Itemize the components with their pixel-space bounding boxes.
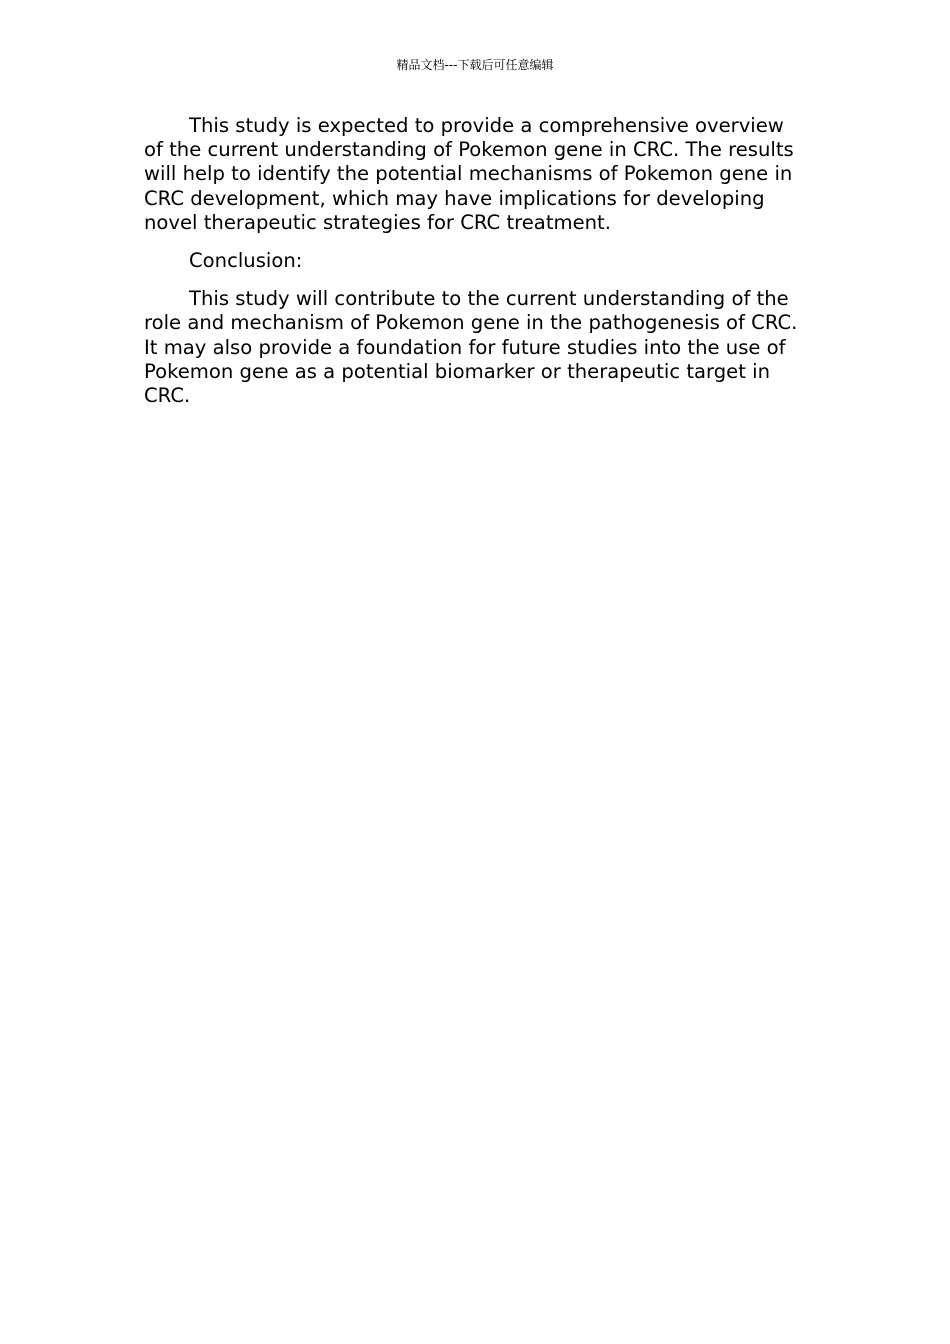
paragraph-conclusion-heading: Conclusion:	[189, 249, 303, 273]
document-body	[144, 114, 804, 422]
paragraph-conclusion: This study will contribute to the current understanding of the role and mechanism of Pokemon gene in the pathogenesis of CRC. It may also provide a foundation for future studies into the use of Pokemon gene as a potential biomarker or therapeutic target in CRC.	[144, 287, 798, 408]
page-header: 精品文档---下载后可任意编辑	[396, 58, 554, 72]
paragraph-expected-outcome: This study is expected to provide a comprehensive overview of the current understanding of Pokemon gene in CRC. The results will help to identify the potential mechanisms of Pokemon gene in CRC development, which may have implications for developing novel therapeutic strategies for CRC treatment.	[144, 114, 794, 234]
